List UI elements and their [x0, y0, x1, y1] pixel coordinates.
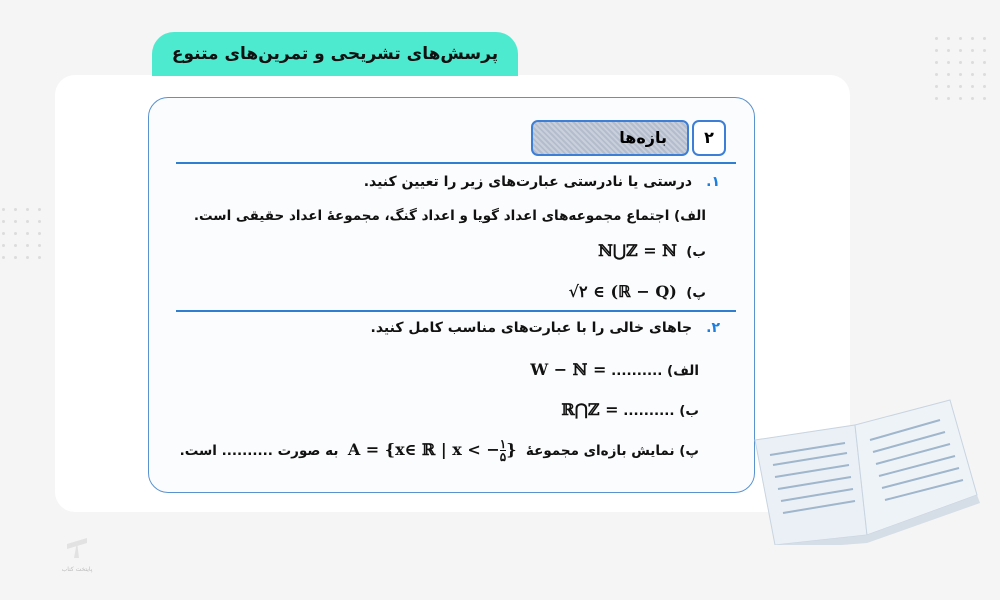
- item-label: ب): [686, 244, 706, 260]
- section-title: بازه‌ها: [531, 120, 689, 156]
- q2-item-b: [561, 400, 699, 419]
- math-expression: ℝ⋂ℤ =: [561, 400, 619, 419]
- divider: [176, 310, 736, 312]
- question-number: ۲.: [706, 320, 720, 336]
- section-number: ۲: [692, 120, 726, 156]
- fraction-denominator: ۵: [499, 450, 507, 464]
- math-expression: [347, 437, 517, 464]
- decorative-dots-right: [935, 37, 986, 100]
- exercise-box: [148, 97, 755, 493]
- decorative-dots-left: [2, 208, 41, 259]
- item-text: پ) نمایش بازه‌ای مجموعهٔ: [525, 443, 699, 459]
- fraction-numerator: ۱: [499, 437, 507, 451]
- section-banner: پرسش‌های تشریحی و تمرین‌های متنوع: [152, 32, 518, 76]
- question-2: [371, 320, 721, 336]
- question-text: جاهای خالی را با عبارت‌های مناسب کامل کنید.: [370, 320, 693, 336]
- brace: }: [506, 440, 517, 459]
- question-number: ۱.: [706, 174, 720, 190]
- q1-item-b: [598, 241, 706, 260]
- logo-icon: [62, 532, 92, 562]
- item-label: الف) ..........: [611, 363, 699, 379]
- item-text: به صورت .......... است.: [179, 443, 339, 459]
- q1-item-a: الف) اجتماع مجموعه‌های اعداد گویا و اعداد گنگ، مجموعهٔ اعداد حقیقی است.: [193, 208, 706, 224]
- open-book-image: [745, 385, 980, 545]
- q2-item-c: [180, 438, 699, 463]
- question-text: درستی یا نادرستی عبارت‌های زیر را تعیین کنید.: [363, 174, 693, 190]
- q2-item-a: [530, 360, 699, 379]
- set-expression: A = {x∈ ℝ | x < −: [347, 440, 500, 459]
- q1-item-c: [568, 282, 706, 301]
- logo-text: پایتخت کتاب: [61, 566, 93, 573]
- question-1: [364, 174, 720, 190]
- math-expression: ℕ⋃ℤ = ℕ: [598, 241, 677, 260]
- math-expression: √۲ ∈ (ℝ − Q): [568, 282, 677, 301]
- brand-logo: [52, 532, 102, 573]
- item-label: ب) ..........: [623, 403, 699, 419]
- math-expression: W − ℕ =: [530, 360, 607, 379]
- item-label: پ): [686, 285, 706, 301]
- divider: [176, 162, 736, 164]
